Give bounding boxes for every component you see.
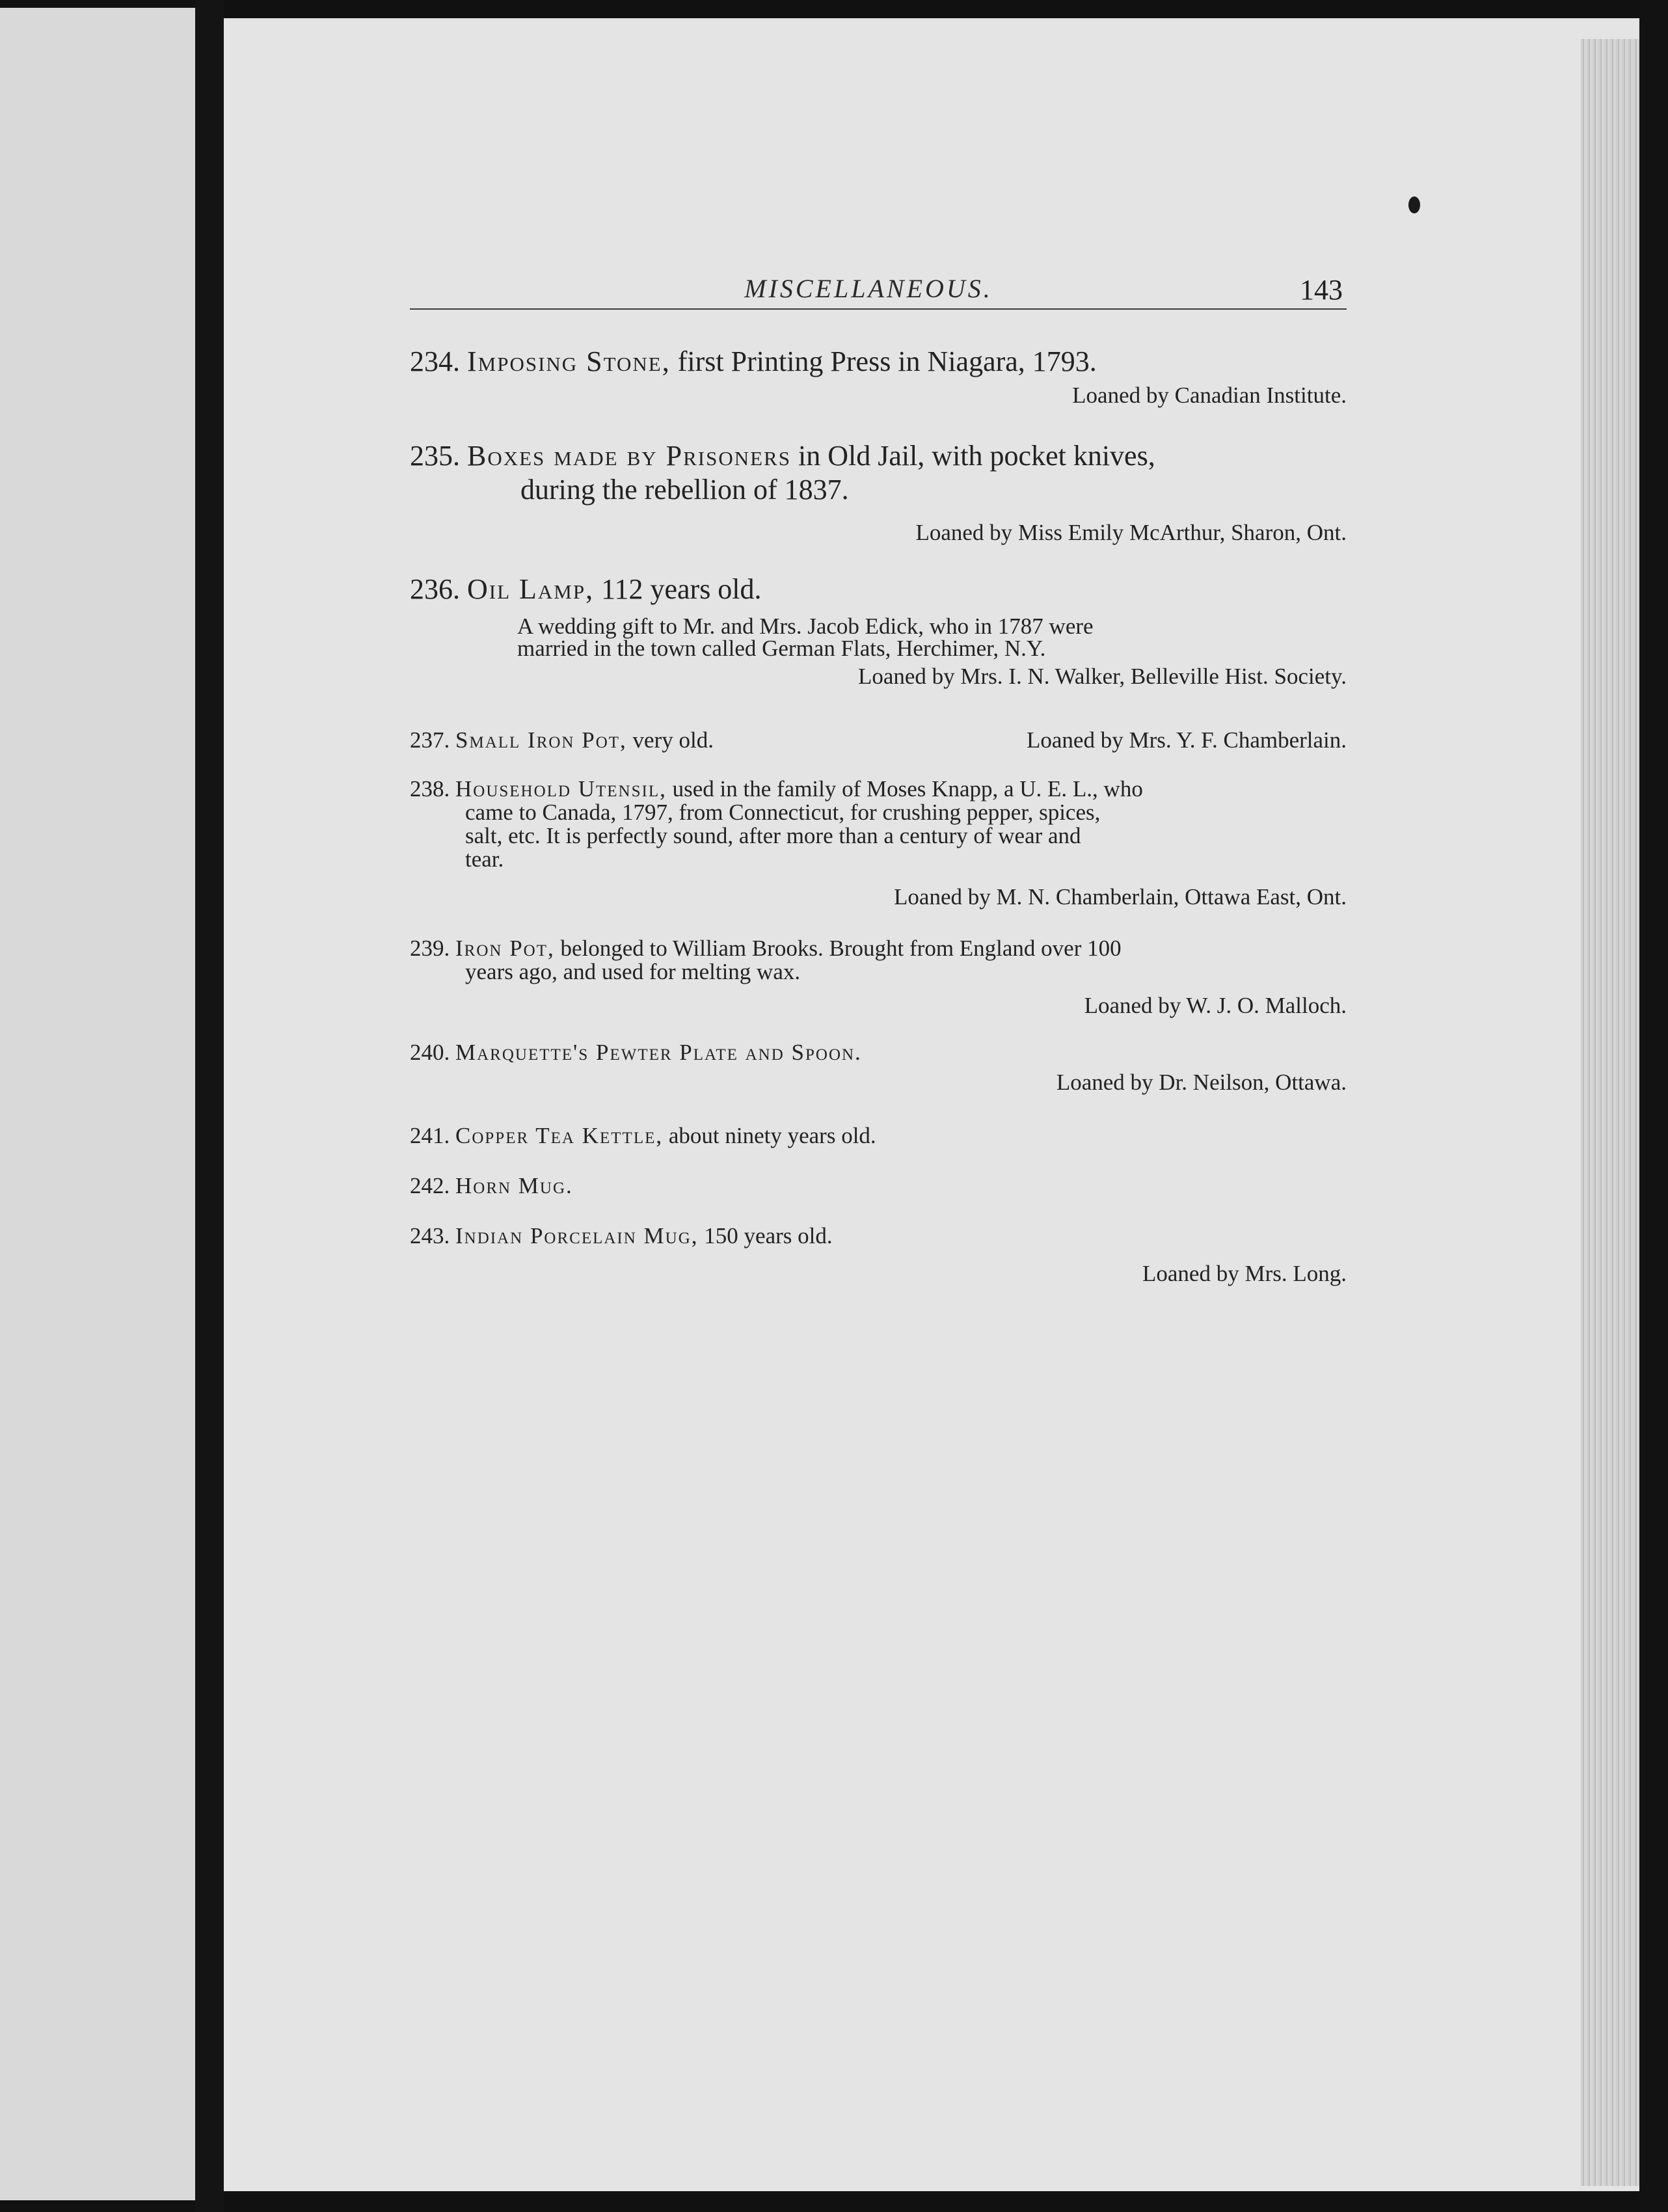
- entry-title: Iron Pot,: [455, 936, 555, 961]
- entry-text-line: tear.: [465, 846, 504, 872]
- entry-text: very old.: [626, 727, 714, 753]
- header-rule: [410, 308, 1347, 310]
- loaned-by: Loaned by Dr. Neilson, Ottawa.: [1056, 1070, 1347, 1095]
- entry-note-line: married in the town called German Flats, Herchimer, N.Y.: [517, 636, 1046, 661]
- entry-text: 150 years old.: [698, 1223, 833, 1248]
- catalogue-entry-236: [410, 573, 1347, 691]
- entry-text: about ninety years old.: [663, 1123, 876, 1148]
- entry-text-line: salt, etc. It is perfectly sound, after more than a century of wear and: [465, 823, 1081, 848]
- catalogue-entry-243: [410, 1224, 1347, 1288]
- entry-number: 242.: [410, 1173, 450, 1198]
- loaned-by: Loaned by M. N. Chamberlain, Ottawa East, Ont.: [894, 884, 1347, 910]
- entry-title: Boxes made by Prisoners: [467, 440, 791, 472]
- page-number: 143: [1300, 274, 1343, 306]
- loaned-by: Loaned by W. J. O. Malloch.: [1084, 993, 1347, 1018]
- right-page: [224, 18, 1642, 2191]
- entry-number: 241.: [410, 1123, 450, 1148]
- entry-text: belonged to William Brooks. Brought from England over 100: [554, 936, 1122, 961]
- ink-spot: [1408, 196, 1420, 213]
- catalogue-entry-238: [410, 777, 1347, 911]
- page-edges: [1581, 39, 1639, 2186]
- entry-note-line: A wedding gift to Mr. and Mrs. Jacob Edick, who in 1787 were: [517, 614, 1094, 639]
- entry-text: used in the family of Moses Knapp, a U. E. L., who: [666, 776, 1143, 802]
- book-gutter: [195, 0, 224, 2212]
- loaned-by: Loaned by Mrs. Long.: [1142, 1261, 1347, 1286]
- entry-title: Small Iron Pot,: [455, 727, 627, 753]
- loaned-by: Loaned by Miss Emily McArthur, Sharon, Ont.: [915, 520, 1347, 545]
- entry-number: 235.: [410, 440, 460, 472]
- entry-number: 243.: [410, 1223, 450, 1248]
- entry-number: 239.: [410, 936, 450, 961]
- entry-title: Household Utensil,: [455, 776, 667, 802]
- entry-title: Horn Mug.: [455, 1173, 573, 1198]
- entry-title: Indian Porcelain Mug,: [455, 1223, 699, 1248]
- loaned-by: Loaned by Canadian Institute.: [1072, 383, 1347, 408]
- entry-number: 237.: [410, 727, 450, 753]
- entry-number: 236.: [410, 573, 460, 605]
- loaned-by: Loaned by Mrs. I. N. Walker, Belleville Hist. Society.: [857, 664, 1347, 689]
- catalogue-entry-237: [410, 729, 1347, 752]
- catalogue-entry-234: [410, 345, 1347, 410]
- entry-title: Marquette's Pewter Plate and Spoon.: [455, 1040, 862, 1065]
- entry-title: Oil Lamp,: [467, 573, 595, 605]
- entry-number: 234.: [410, 345, 460, 377]
- loaned-by: Loaned by Mrs. Y. F. Chamberlain.: [1027, 727, 1347, 753]
- entry-text-continued: during the rebellion of 1837.: [520, 474, 849, 506]
- entry-text-continued: years ago, and used for melting wax.: [465, 959, 801, 984]
- entry-text-line: came to Canada, 1797, from Connecticut, for crushing pepper, spices,: [465, 800, 1101, 825]
- entry-number: 238.: [410, 776, 450, 802]
- entry-text: 112 years old.: [594, 573, 762, 605]
- entry-title: Copper Tea Kettle,: [455, 1123, 664, 1148]
- catalogue-entry-242: [410, 1174, 1347, 1198]
- entry-title: Imposing Stone,: [467, 345, 671, 377]
- catalogue-entry-240: [410, 1041, 1347, 1097]
- entry-text: first Printing Press in Niagara, 1793.: [670, 345, 1097, 377]
- catalogue-entry-235: [410, 439, 1347, 547]
- running-title: MISCELLANEOUS.: [744, 274, 993, 303]
- catalogue-entry-239: [410, 937, 1347, 1020]
- entry-number: 240.: [410, 1040, 450, 1065]
- entry-text: in Old Jail, with pocket knives,: [790, 440, 1155, 472]
- catalogue-entry-241: [410, 1124, 1347, 1148]
- fore-edge: [1639, 0, 1668, 2212]
- left-page: [0, 8, 195, 2200]
- running-head: [390, 273, 1347, 325]
